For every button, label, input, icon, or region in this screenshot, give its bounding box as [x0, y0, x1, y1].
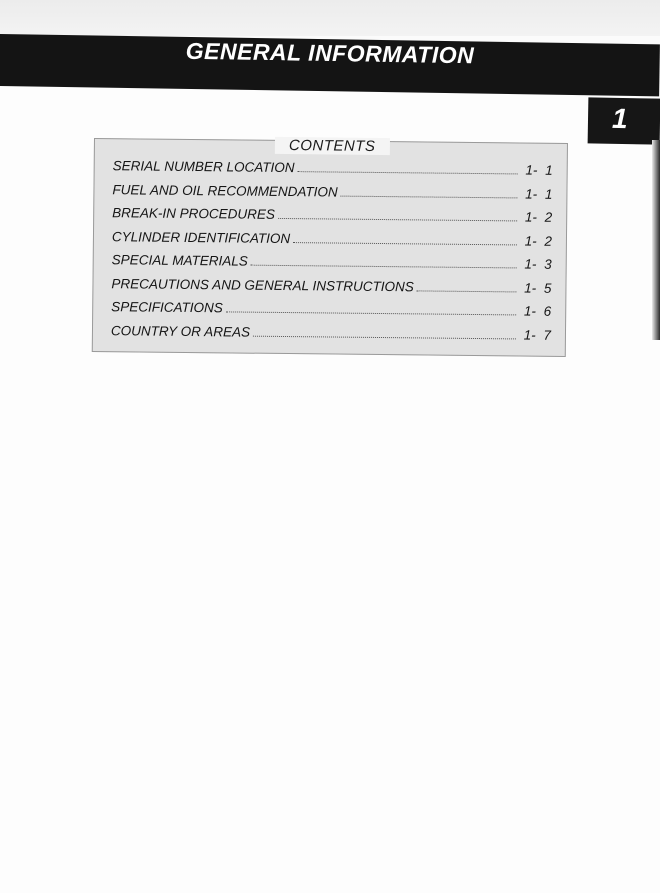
toc-leader-dots — [253, 326, 516, 339]
toc-leader-dots — [417, 281, 517, 292]
toc-entry-label: FUEL AND OIL RECOMMENDATION — [112, 181, 338, 200]
toc-entry-label: SPECIAL MATERIALS — [111, 252, 248, 269]
toc-leader-dots — [278, 209, 517, 222]
toc-entry-label: SPECIFICATIONS — [111, 299, 223, 316]
toc-entry-label: BREAK-IN PROCEDURES — [112, 205, 276, 222]
toc-leader-dots — [226, 302, 517, 315]
toc-entry-country-or-areas[interactable] — [111, 323, 551, 351]
toc-leader-dots — [297, 162, 517, 174]
page-edge-shadow — [652, 140, 660, 340]
toc-entry-label: COUNTRY OR AREAS — [110, 322, 251, 340]
toc-leader-dots — [293, 233, 517, 245]
toc-entry-label: CYLINDER IDENTIFICATION — [111, 228, 291, 246]
toc-entry-page: 1- 2 — [524, 209, 553, 225]
contents-title: CONTENTS — [275, 137, 390, 155]
toc-leader-dots — [341, 186, 518, 198]
contents-box — [92, 138, 568, 357]
chapter-number: 1 — [611, 102, 628, 135]
toc-entry-page: 1- 2 — [524, 233, 553, 249]
toc-entry-label: SERIAL NUMBER LOCATION — [112, 158, 295, 176]
toc-entry-page: 1- 1 — [525, 186, 553, 202]
scan-background — [0, 0, 660, 36]
page-title: GENERAL INFORMATION — [185, 37, 475, 69]
toc-entry-page: 1- 6 — [523, 303, 552, 319]
toc-leader-dots — [251, 256, 517, 269]
toc-list — [111, 158, 553, 351]
toc-entry-page: 1- 3 — [524, 256, 552, 272]
toc-entry-page: 1- 7 — [523, 327, 552, 343]
toc-entry-page: 1- 5 — [524, 280, 552, 296]
toc-entry-label: PRECAUTIONS AND GENERAL INSTRUCTIONS — [111, 275, 414, 294]
toc-entry-page: 1- 1 — [525, 162, 553, 178]
